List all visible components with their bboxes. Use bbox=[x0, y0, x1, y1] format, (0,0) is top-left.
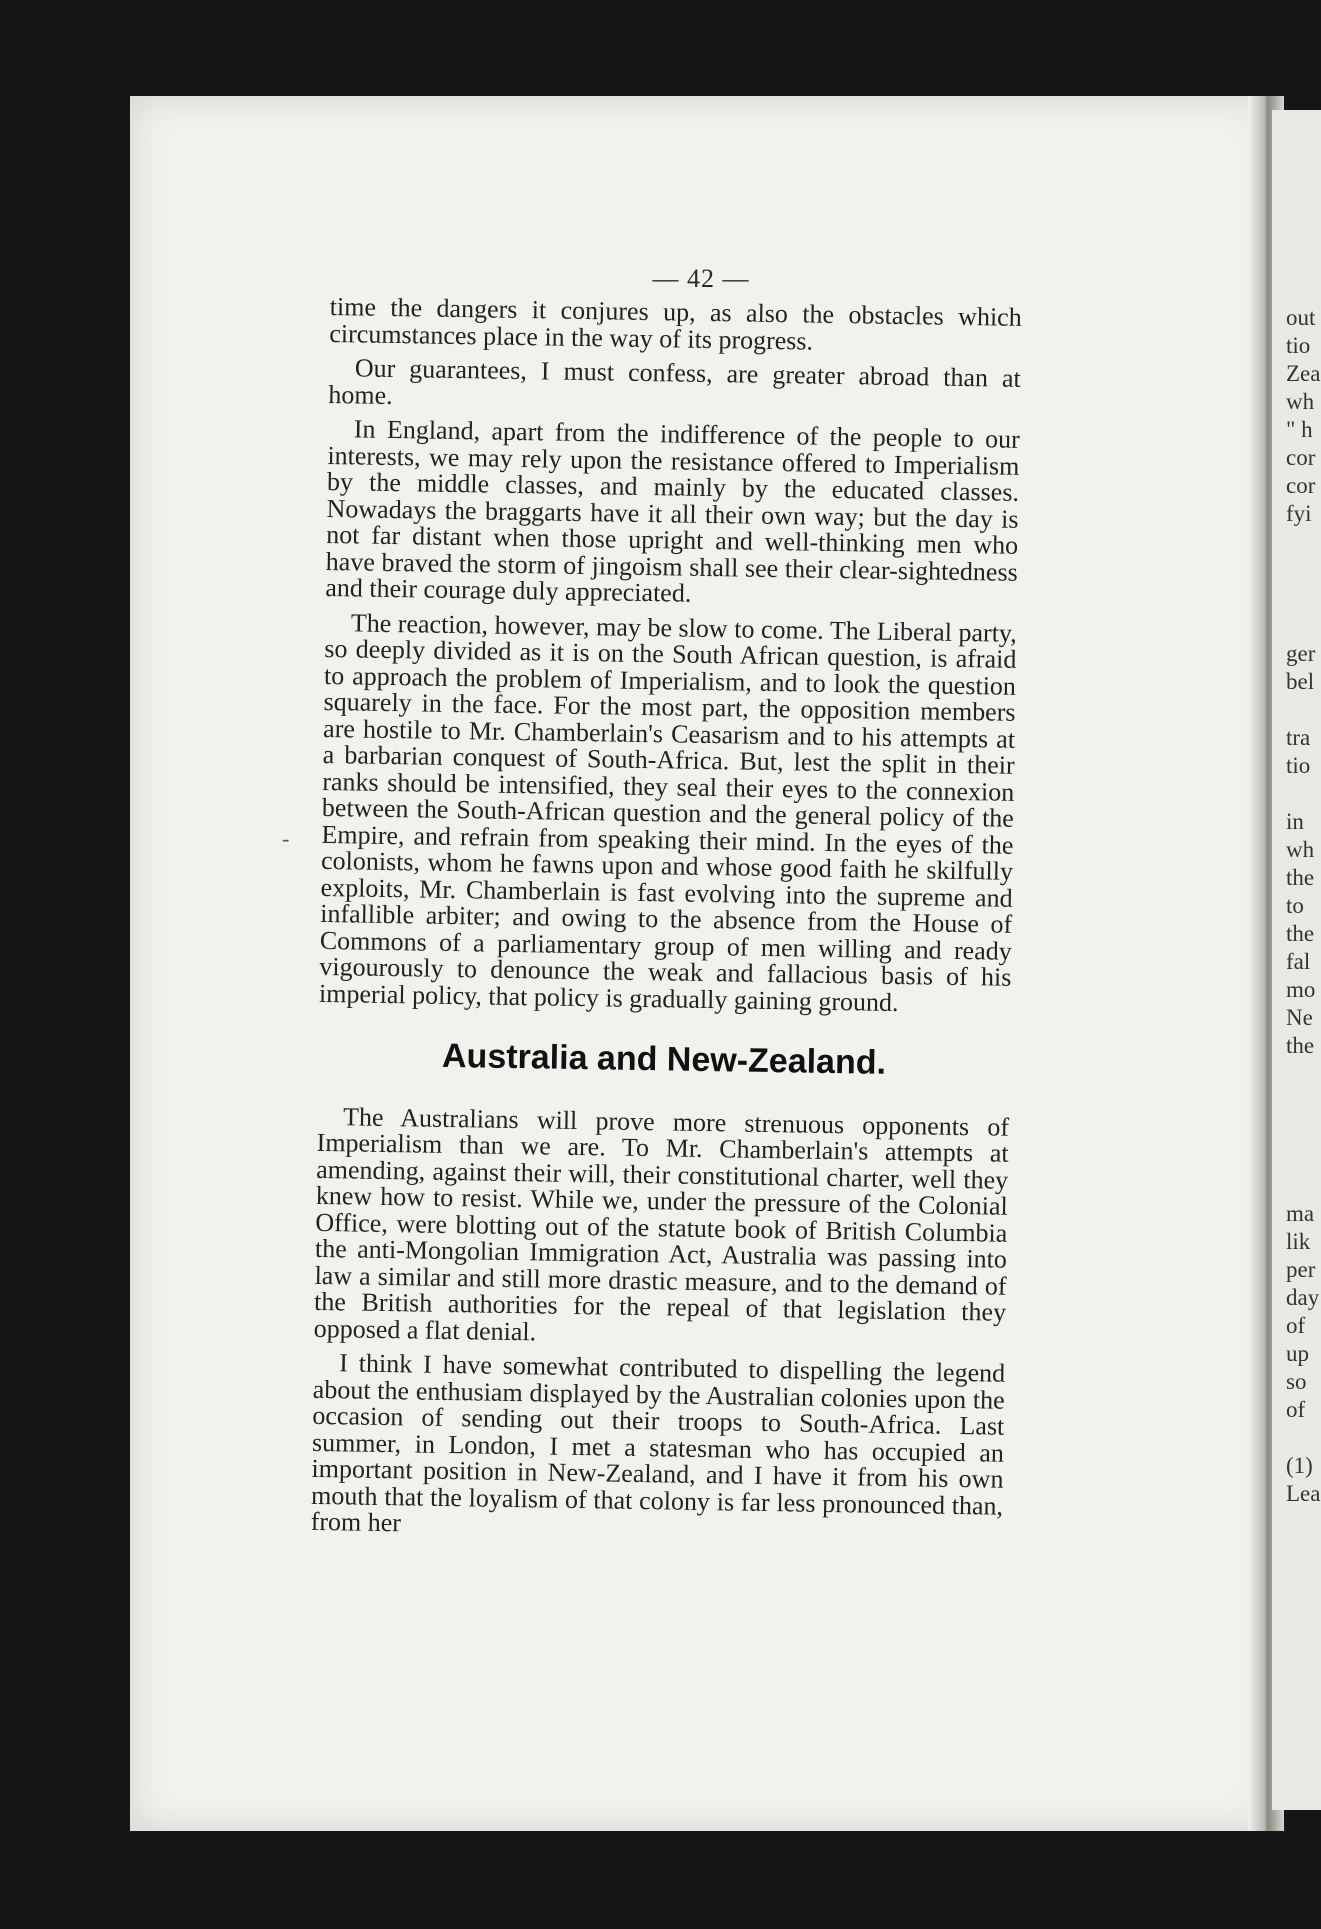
paragraph: I think I have somewhat contributed to dispelling the legend about the enthusiam displayed by the Australian colonies upon the occasion of sending out their troops to South-Africa. Last summer, in London, I met a statesman who has occupied an important position in New-Zealand, and I have it from his own mouth that the loyalism of that colony is far less pronounced than, from her bbox=[310, 1348, 1006, 1538]
right-page-fragment: so bbox=[1286, 1369, 1307, 1394]
right-page-fragment: (1) bbox=[1286, 1453, 1313, 1478]
paragraph: The reaction, however, may be slow to come. The Liberal party, so deeply divided as it is on the South African question, is afraid to approach the problem of Imperialism, and to look the question squarely in the face. For the most part, the opposition members are hostile to Mr. Chamberlain's Ceasarism and to his attempts at a barbarian conquest of South-Africa. But, lest the split in their ranks should be intensified, they seal their eyes to the connexion between the South-African question and the general policy of the Empire, and refrain from speaking their mind. In the eyes of the colonists, whom he fawns upon and whose good faith he skilfully exploits, Mr. Chamberlain is fast evolving into the supreme and infallible arbiter; and owing to the absence from the House of Commons of a parliamentary group of men willing and ready vigourously to denounce the weak and fallacious basis of his imperial policy, that policy is gradually gaining ground. bbox=[318, 607, 1017, 1017]
right-page-fragment: up bbox=[1286, 1341, 1309, 1366]
right-page-fragment: fyi bbox=[1286, 501, 1312, 526]
right-page-fragment bbox=[1286, 1424, 1320, 1452]
paragraph: In England, apart from the indifference of the people to our interests, we may rely upon the resistance offered to Imperialism by the middle classes, and mainly by the educated classes. Nowadays the braggarts have it all their own way; but the day is not far distant when those upright and well-thinking men who have braved the storm of jingoism shall see their clear-sightedness and their courage duly appreciated. bbox=[325, 414, 1021, 608]
right-page-text-fragments bbox=[1286, 304, 1320, 1508]
right-page-fragment bbox=[1286, 1088, 1320, 1116]
right-page-fragment: wh bbox=[1286, 389, 1315, 414]
paragraph: time the dangers it conjures up, as also the obstacles which circumstances place in the way of its progress. bbox=[329, 292, 1022, 356]
right-page-fragment bbox=[1286, 780, 1320, 808]
right-page-fragment: of bbox=[1286, 1313, 1306, 1338]
right-page-fragment: ma bbox=[1286, 1201, 1315, 1226]
right-page-fragment: wh bbox=[1286, 837, 1315, 862]
right-page-fragment: " h bbox=[1286, 417, 1313, 442]
right-page-fragment bbox=[1286, 1060, 1320, 1088]
right-page-fragment: the bbox=[1286, 1033, 1315, 1058]
right-page-fragment: lik bbox=[1286, 1229, 1311, 1254]
right-page-fragment: day bbox=[1286, 1285, 1320, 1310]
book-page-left bbox=[130, 96, 1272, 1831]
right-page-fragment: ger bbox=[1286, 641, 1316, 666]
right-page-fragment: of bbox=[1286, 1397, 1306, 1422]
right-page-fragment: tio bbox=[1286, 333, 1311, 358]
right-page-fragment: Zea bbox=[1286, 361, 1321, 386]
right-page-fragment bbox=[1286, 612, 1320, 640]
right-page-fragment: tra bbox=[1286, 725, 1311, 750]
right-page-fragment: tio bbox=[1286, 753, 1311, 778]
paragraph: Our guarantees, I must confess, are greater abroad than at home. bbox=[328, 353, 1021, 410]
right-page-fragment: fal bbox=[1286, 949, 1311, 974]
right-page-fragment bbox=[1286, 696, 1320, 724]
paragraph: The Australians will prove more strenuous opponents of Imperialism than we are. To Mr. Chamberlain's attempts at amending, against their will, their constitutional charter, well they knew how to resist. While we, under the pressure of the Colonial Office, were blotting out of the statute book of British Columbia the anti-Mongolian Immigration Act, Australia was passing into law a similar and still more drastic measure, and to the demand of the British authorities for the repeal of that legislation they opposed a flat denial. bbox=[313, 1101, 1010, 1346]
right-page-fragment: Lea bbox=[1286, 1481, 1321, 1506]
section-heading: Australia and New-Zealand. bbox=[441, 1036, 887, 1082]
book-page-right bbox=[1272, 110, 1321, 1810]
right-page-fragment bbox=[1286, 1144, 1320, 1172]
right-page-fragment: cor bbox=[1286, 445, 1316, 470]
right-page-fragment: the bbox=[1286, 921, 1315, 946]
right-page-fragment: out bbox=[1286, 305, 1316, 330]
right-page-fragment: Ne bbox=[1286, 1005, 1313, 1030]
right-page-fragment: per bbox=[1286, 1257, 1316, 1282]
right-page-fragment: in bbox=[1286, 809, 1304, 834]
right-page-fragment bbox=[1286, 556, 1320, 584]
right-page-fragment: cor bbox=[1286, 473, 1316, 498]
right-page-fragment bbox=[1286, 528, 1320, 556]
right-page-fragment bbox=[1286, 584, 1320, 612]
margin-mark: - bbox=[282, 826, 290, 851]
page-number: — 42 — bbox=[652, 264, 750, 293]
page-body-text bbox=[310, 294, 1022, 1554]
right-page-fragment bbox=[1286, 1172, 1320, 1200]
right-page-fragment: to bbox=[1286, 893, 1304, 918]
right-page-fragment bbox=[1286, 1116, 1320, 1144]
right-page-fragment: bel bbox=[1286, 669, 1315, 694]
right-page-fragment: mo bbox=[1286, 977, 1316, 1002]
right-page-fragment: the bbox=[1286, 865, 1315, 890]
